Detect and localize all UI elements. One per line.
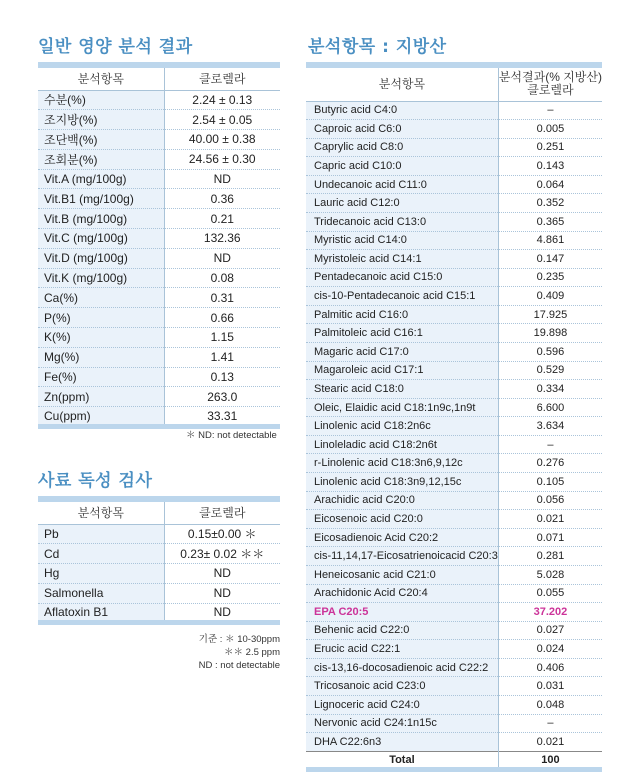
item-cell: Arachidonic Acid C20:4 <box>306 584 498 603</box>
value-cell: 1.41 <box>164 347 280 367</box>
column-header-chlorella: 클로렐라 <box>164 499 280 524</box>
value-cell: 40.00 ± 0.38 <box>164 130 280 150</box>
table-row <box>38 130 280 150</box>
item-cell: EPA C20:5 <box>306 603 498 622</box>
value-cell: 4.861 <box>498 231 602 250</box>
table-row <box>306 621 602 640</box>
table-row <box>306 101 602 120</box>
item-cell: 수분(%) <box>38 90 164 110</box>
value-cell: 17.925 <box>498 305 602 324</box>
item-cell: Stearic acid C18:0 <box>306 380 498 399</box>
total-label: Total <box>306 751 498 770</box>
standard-note-line: 기준 : ＊ 10-30ppm <box>198 634 280 645</box>
item-cell: Butyric acid C4:0 <box>306 101 498 120</box>
table-row <box>306 157 602 176</box>
item-cell: Caproic acid C6:0 <box>306 120 498 139</box>
table-row <box>38 603 280 623</box>
item-cell: Arachidic acid C20:0 <box>306 491 498 510</box>
table-row <box>306 584 602 603</box>
column-header-item: 분석항목 <box>38 499 164 524</box>
table-row <box>306 435 602 454</box>
item-cell: 조회분(%) <box>38 149 164 169</box>
table-row <box>38 209 280 229</box>
table-row <box>306 380 602 399</box>
value-cell: 37.202 <box>498 603 602 622</box>
table-row <box>306 417 602 436</box>
table-row <box>306 510 602 529</box>
value-cell: 0.143 <box>498 157 602 176</box>
value-cell: 0.031 <box>498 677 602 696</box>
item-cell: Palmitoleic acid C16:1 <box>306 324 498 343</box>
value-cell: 0.409 <box>498 287 602 306</box>
value-cell: 0.021 <box>498 510 602 529</box>
item-cell: Undecanoic acid C11:0 <box>306 175 498 194</box>
value-cell: 132.36 <box>164 229 280 249</box>
item-cell: Salmonella <box>38 583 164 603</box>
value-cell: – <box>498 714 602 733</box>
value-cell: 0.071 <box>498 528 602 547</box>
item-cell: Vit.D (mg/100g) <box>38 248 164 268</box>
value-cell: 0.352 <box>498 194 602 213</box>
item-cell: Pb <box>38 524 164 544</box>
item-cell: cis-13,16-docosadienoic acid C22:2 <box>306 658 498 677</box>
item-cell: Magaric acid C17:0 <box>306 343 498 362</box>
table-header-row <box>306 65 602 101</box>
item-cell: K(%) <box>38 328 164 348</box>
item-cell: cis-11,14,17-Eicosatrienoicacid C20:3 <box>306 547 498 566</box>
item-cell: Oleic, Elaidic acid C18:1n9c,1n9t <box>306 398 498 417</box>
value-cell: 0.056 <box>498 491 602 510</box>
value-cell: – <box>498 101 602 120</box>
item-cell: Behenic acid C22:0 <box>306 621 498 640</box>
item-cell: 조지방(%) <box>38 110 164 130</box>
table-row <box>306 473 602 492</box>
value-cell: 5.028 <box>498 565 602 584</box>
column-header-item: 분석항목 <box>306 65 498 101</box>
value-cell: 0.276 <box>498 454 602 473</box>
fatty-acid-table <box>306 62 602 772</box>
total-row <box>306 751 602 770</box>
value-cell: 0.31 <box>164 288 280 308</box>
column-header-chlorella: 클로렐라 <box>527 83 574 98</box>
table-row <box>38 524 280 544</box>
table-row <box>306 231 602 250</box>
table-row <box>306 696 602 715</box>
value-cell: 0.048 <box>498 696 602 715</box>
value-cell: 0.13 <box>164 367 280 387</box>
item-cell: Linoleladic acid C18:2n6t <box>306 435 498 454</box>
column-header-chlorella: 클로렐라 <box>164 65 280 90</box>
item-cell: Magaroleic acid C17:1 <box>306 361 498 380</box>
item-cell: Hg <box>38 564 164 584</box>
table-row <box>306 733 602 752</box>
standard-note-line: ＊＊ 2.5 ppm <box>224 647 280 658</box>
value-cell: 6.600 <box>498 398 602 417</box>
item-cell: Erucic acid C22:1 <box>306 640 498 659</box>
table-row <box>306 677 602 696</box>
value-cell: 0.406 <box>498 658 602 677</box>
fatty-acid-title: 분석항목 : 지방산 <box>308 37 447 57</box>
value-cell: 0.36 <box>164 189 280 209</box>
table-row <box>38 308 280 328</box>
item-cell: Vit.K (mg/100g) <box>38 268 164 288</box>
table-row <box>38 248 280 268</box>
value-cell: 0.147 <box>498 250 602 269</box>
table-row <box>306 603 602 622</box>
table-row <box>306 194 602 213</box>
item-cell: Eicosenoic acid C20:0 <box>306 510 498 529</box>
item-cell: Nervonic acid C24:1n15c <box>306 714 498 733</box>
table-row <box>38 110 280 130</box>
column-header-result-label: 분석결과(% 지방산) <box>498 70 602 85</box>
table-row <box>306 454 602 473</box>
general-nutrition-title: 일반 영양 분석 결과 <box>38 37 193 57</box>
table-row <box>38 367 280 387</box>
table-row <box>306 491 602 510</box>
value-cell: 0.66 <box>164 308 280 328</box>
table-header-row <box>38 499 280 524</box>
item-cell: Cu(ppm) <box>38 407 164 427</box>
standard-note-line: ND : not detectable <box>198 660 280 671</box>
table-row <box>306 658 602 677</box>
table-row <box>306 305 602 324</box>
value-cell: 19.898 <box>498 324 602 343</box>
item-cell: Myristoleic acid C14:1 <box>306 250 498 269</box>
table-row <box>38 583 280 603</box>
table-row <box>306 343 602 362</box>
item-cell: Linolenic acid C18:3n9,12,15c <box>306 473 498 492</box>
value-cell: 0.365 <box>498 212 602 231</box>
item-cell: Linolenic acid C18:2n6c <box>306 417 498 436</box>
value-cell: 0.055 <box>498 584 602 603</box>
value-cell: 0.005 <box>498 120 602 139</box>
table-row <box>38 169 280 189</box>
item-cell: cis-10-Pentadecanoic acid C15:1 <box>306 287 498 306</box>
value-cell: 33.31 <box>164 407 280 427</box>
table-row <box>306 287 602 306</box>
value-cell: 0.024 <box>498 640 602 659</box>
item-cell: Lignoceric acid C24:0 <box>306 696 498 715</box>
value-cell: 0.281 <box>498 547 602 566</box>
table-row <box>306 212 602 231</box>
table-row <box>38 407 280 427</box>
item-cell: Myristic acid C14:0 <box>306 231 498 250</box>
table-row <box>306 175 602 194</box>
value-cell: 2.54 ± 0.05 <box>164 110 280 130</box>
item-cell: Tricosanoic acid C23:0 <box>306 677 498 696</box>
item-cell: Vit.A (mg/100g) <box>38 169 164 189</box>
table-row <box>38 149 280 169</box>
table-row <box>306 565 602 584</box>
table-row <box>38 564 280 584</box>
value-cell: 0.21 <box>164 209 280 229</box>
table-row <box>38 268 280 288</box>
value-cell: 3.634 <box>498 417 602 436</box>
value-cell: – <box>498 435 602 454</box>
item-cell: Capric acid C10:0 <box>306 157 498 176</box>
table-row <box>306 547 602 566</box>
feed-toxicity-table <box>38 496 280 625</box>
general-nutrition-table <box>38 62 280 429</box>
item-cell: P(%) <box>38 308 164 328</box>
table-row <box>306 138 602 157</box>
item-cell: Cd <box>38 544 164 564</box>
value-cell: ND <box>164 248 280 268</box>
table-row <box>38 544 280 564</box>
value-cell: ND <box>164 169 280 189</box>
item-cell: Palmitic acid C16:0 <box>306 305 498 324</box>
value-cell: 263.0 <box>164 387 280 407</box>
table-header-row <box>38 65 280 90</box>
value-cell: 0.251 <box>498 138 602 157</box>
table-row <box>306 361 602 380</box>
item-cell: Heneicosanic acid C21:0 <box>306 565 498 584</box>
table-row <box>38 189 280 209</box>
item-cell: Vit.B (mg/100g) <box>38 209 164 229</box>
value-cell: 0.334 <box>498 380 602 399</box>
table-row <box>306 268 602 287</box>
item-cell: 조단백(%) <box>38 130 164 150</box>
value-cell: 0.021 <box>498 733 602 752</box>
value-cell: 0.027 <box>498 621 602 640</box>
value-cell: 2.24 ± 0.13 <box>164 90 280 110</box>
table-row <box>38 328 280 348</box>
value-cell: 0.23± 0.02 ＊＊ <box>164 544 280 564</box>
value-cell: ND <box>164 583 280 603</box>
feed-toxicity-title: 사료 독성 검사 <box>38 471 153 491</box>
table-row <box>306 324 602 343</box>
value-cell: 0.529 <box>498 361 602 380</box>
table-row <box>306 714 602 733</box>
item-cell: Tridecanoic acid C13:0 <box>306 212 498 231</box>
table-row <box>38 347 280 367</box>
item-cell: Eicosadienoic Acid C20:2 <box>306 528 498 547</box>
value-cell: ND <box>164 603 280 623</box>
item-cell: Pentadecanoic acid C15:0 <box>306 268 498 287</box>
table-row <box>38 288 280 308</box>
column-header-item: 분석항목 <box>38 65 164 90</box>
table-row <box>306 120 602 139</box>
total-value: 100 <box>498 751 602 770</box>
value-cell: 24.56 ± 0.30 <box>164 149 280 169</box>
table-row <box>306 528 602 547</box>
value-cell: 1.15 <box>164 328 280 348</box>
table-row <box>38 229 280 249</box>
item-cell: Vit.C (mg/100g) <box>38 229 164 249</box>
item-cell: Fe(%) <box>38 367 164 387</box>
item-cell: Caprylic acid C8:0 <box>306 138 498 157</box>
table-row <box>38 90 280 110</box>
value-cell: 0.15±0.00 ＊ <box>164 524 280 544</box>
table-row <box>306 640 602 659</box>
item-cell: DHA C22:6n3 <box>306 733 498 752</box>
item-cell: r-Linolenic acid C18:3n6,9,12c <box>306 454 498 473</box>
table-row <box>38 387 280 407</box>
item-cell: Aflatoxin B1 <box>38 603 164 623</box>
value-cell: 0.08 <box>164 268 280 288</box>
nd-footnote: ＊ ND: not detectable <box>186 430 277 441</box>
value-cell: 0.596 <box>498 343 602 362</box>
table-row <box>306 250 602 269</box>
value-cell: 0.235 <box>498 268 602 287</box>
item-cell: Vit.B1 (mg/100g) <box>38 189 164 209</box>
column-header-result <box>498 65 602 101</box>
value-cell: ND <box>164 564 280 584</box>
value-cell: 0.105 <box>498 473 602 492</box>
value-cell: 0.064 <box>498 175 602 194</box>
item-cell: Mg(%) <box>38 347 164 367</box>
item-cell: Ca(%) <box>38 288 164 308</box>
standard-footnote <box>186 633 280 672</box>
item-cell: Lauric acid C12:0 <box>306 194 498 213</box>
table-row <box>306 398 602 417</box>
item-cell: Zn(ppm) <box>38 387 164 407</box>
